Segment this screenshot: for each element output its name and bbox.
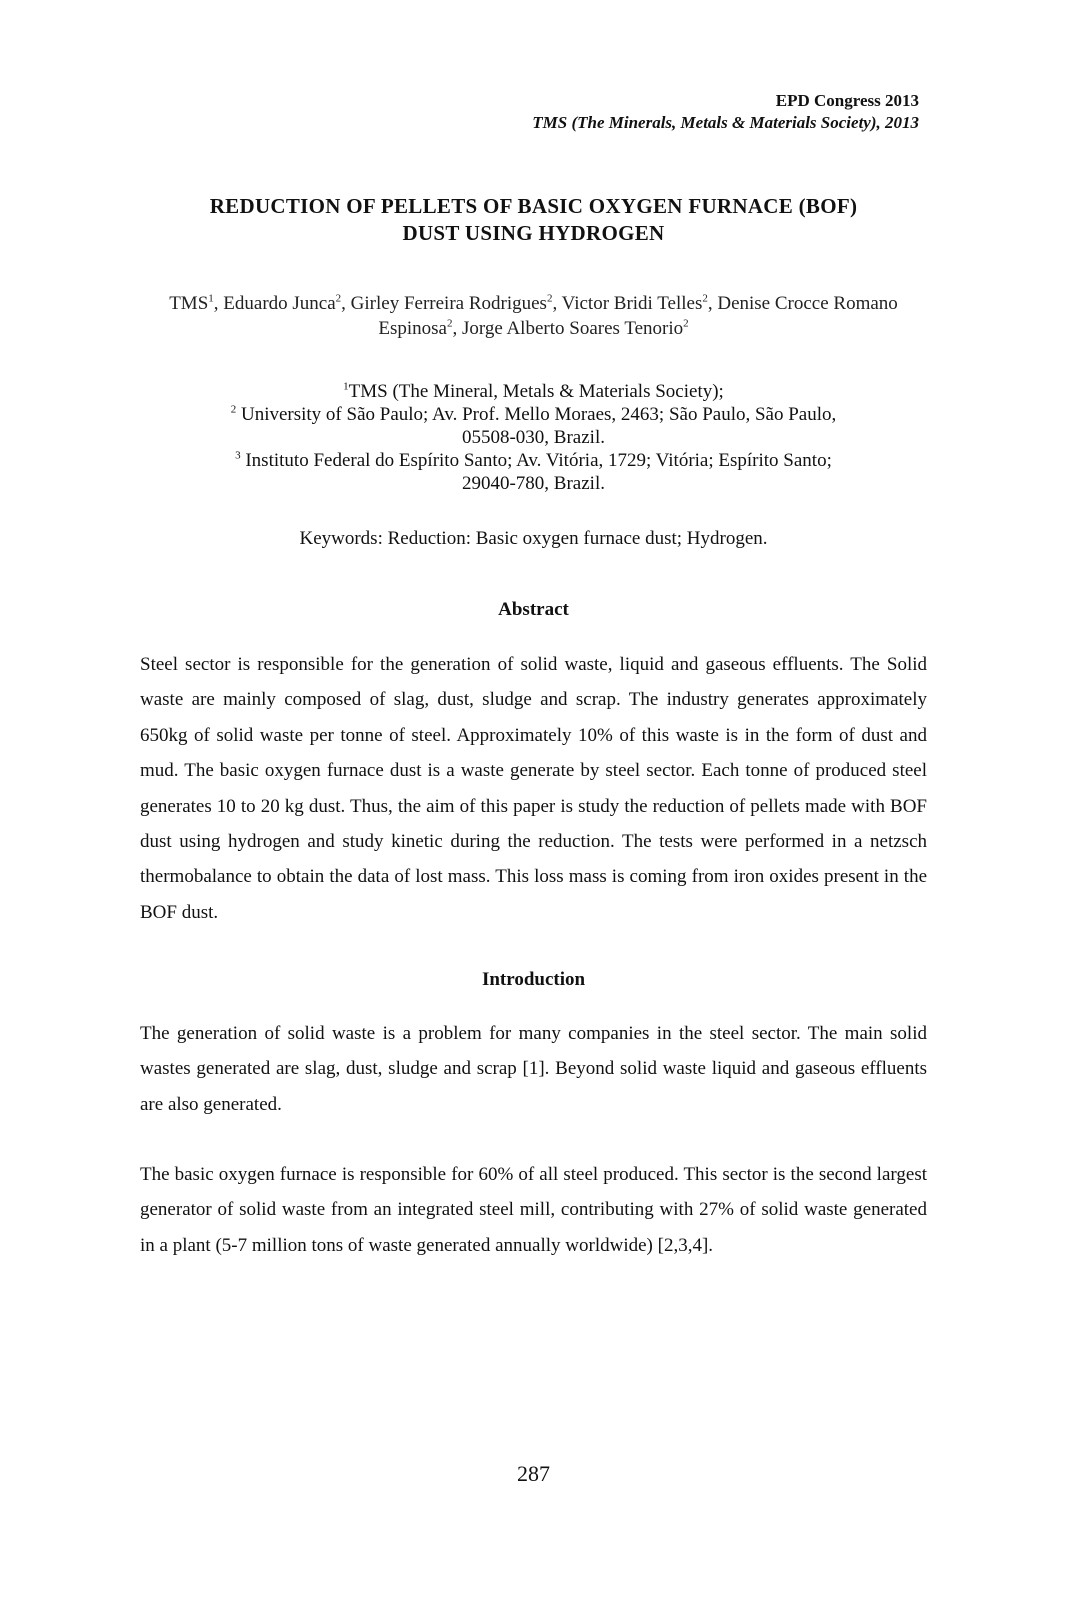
introduction-heading: Introduction — [481, 969, 586, 990]
author-affiliation-mark: 2 — [683, 317, 689, 330]
affiliation-mark: 2 — [230, 403, 237, 416]
keywords: Keywords: Reduction: Basic oxygen furnace dust; Hydrogen. — [299, 528, 768, 549]
conference-name: EPD Congress 2013 — [775, 91, 919, 110]
author-affiliation-mark: 2 — [702, 292, 708, 305]
affiliation-mark: 1 — [343, 380, 349, 393]
affiliation-text: TMS (The Mineral, Metals & Materials Society); — [348, 381, 724, 402]
author-affiliation-mark: 1 — [208, 292, 214, 305]
affiliation-3 — [200, 449, 867, 472]
author-affiliation-mark: 2 — [446, 317, 453, 330]
author-list: TMS$^1$, Eduardo Junca$^2$, Girley Ferreira Rodrigues$^2$, Victor Bridi Telles$^2$, Denise Crocce Romano Espinosa$^2$, Jorge Alberto Soares Tenorio$^2$ — [169, 292, 898, 339]
affiliation-mark: 3 — [235, 449, 241, 462]
abstract-text: Steel sector is responsible for the generation of solid waste, liquid and gaseous effluents. The Solid waste are mainly composed of slag, dust, sludge and scrap. The industry generates approximately 650kg of solid waste per tonne of steel. Approximately 10% of this waste is in the form of dust and mud. The basic oxygen furnace dust is a waste generate by steel sector. Each tonne of produced steel generates 10 to 20 kg dust. Thus, the aim of this paper is study the reduction of pellets made with BOF dust using hydrogen and study kinetic during the reduction. The tests were performed in a netzsch thermobalance to obtain the data of lost mass. This loss mass is coming from iron oxides present in the BOF dust. — [140, 654, 927, 923]
running-head — [532, 90, 919, 134]
author-name: Girley Ferreira Rodrigues — [350, 293, 547, 314]
paper-title — [0, 193, 1067, 247]
author-affiliation-mark: 2 — [335, 292, 342, 305]
introduction-paragraph: The basic oxygen furnace is responsible for 60% of all steel produced. This sector is the second largest generator of solid waste from an integrated steel mill, contributing with 27% of solid waste generated in a plant (5-7 million tons of waste generated annually worldwide) [2,3,4]. — [140, 1164, 927, 1256]
author-affiliation-mark: 2 — [546, 292, 553, 305]
author-name: Eduardo Junca — [223, 293, 336, 314]
page-number: 287 — [517, 1461, 550, 1486]
affiliation-list — [200, 380, 867, 495]
affiliation-3-cont: 29040-780, Brazil. — [461, 473, 605, 494]
introduction-paragraph: The generation of solid waste is a problem for many companies in the steel sector. The main solid wastes generated are slag, dust, sludge and scrap [1]. Beyond solid waste liquid and gaseous effluents are also generated. — [140, 1023, 927, 1115]
affiliation-1 — [200, 380, 867, 403]
author-name: Denise Crocce Romano Espinosa — [378, 293, 898, 339]
affiliation-text: Instituto Federal do Espírito Santo; Av. Vitória, 1729; Vitória; Espírito Santo; — [245, 450, 832, 471]
title-line-1: REDUCTION OF PELLETS OF BASIC OXYGEN FURNACE (BOF) — [209, 194, 858, 218]
affiliation-2 — [200, 403, 867, 426]
title-line-2: DUST USING HYDROGEN — [402, 221, 665, 245]
abstract-heading: Abstract — [498, 599, 569, 620]
author-name: Jorge Alberto Soares Tenorio — [461, 318, 684, 339]
author-name: TMS — [169, 293, 209, 314]
affiliation-2-cont: 05508-030, Brazil. — [461, 427, 605, 448]
affiliation-text: University of São Paulo; Av. Prof. Mello Moraes, 2463; São Paulo, São Paulo, — [240, 404, 837, 425]
organization-name: TMS (The Minerals, Metals & Materials Society), 2013 — [532, 113, 919, 132]
author-name: Victor Bridi Telles — [561, 293, 703, 314]
